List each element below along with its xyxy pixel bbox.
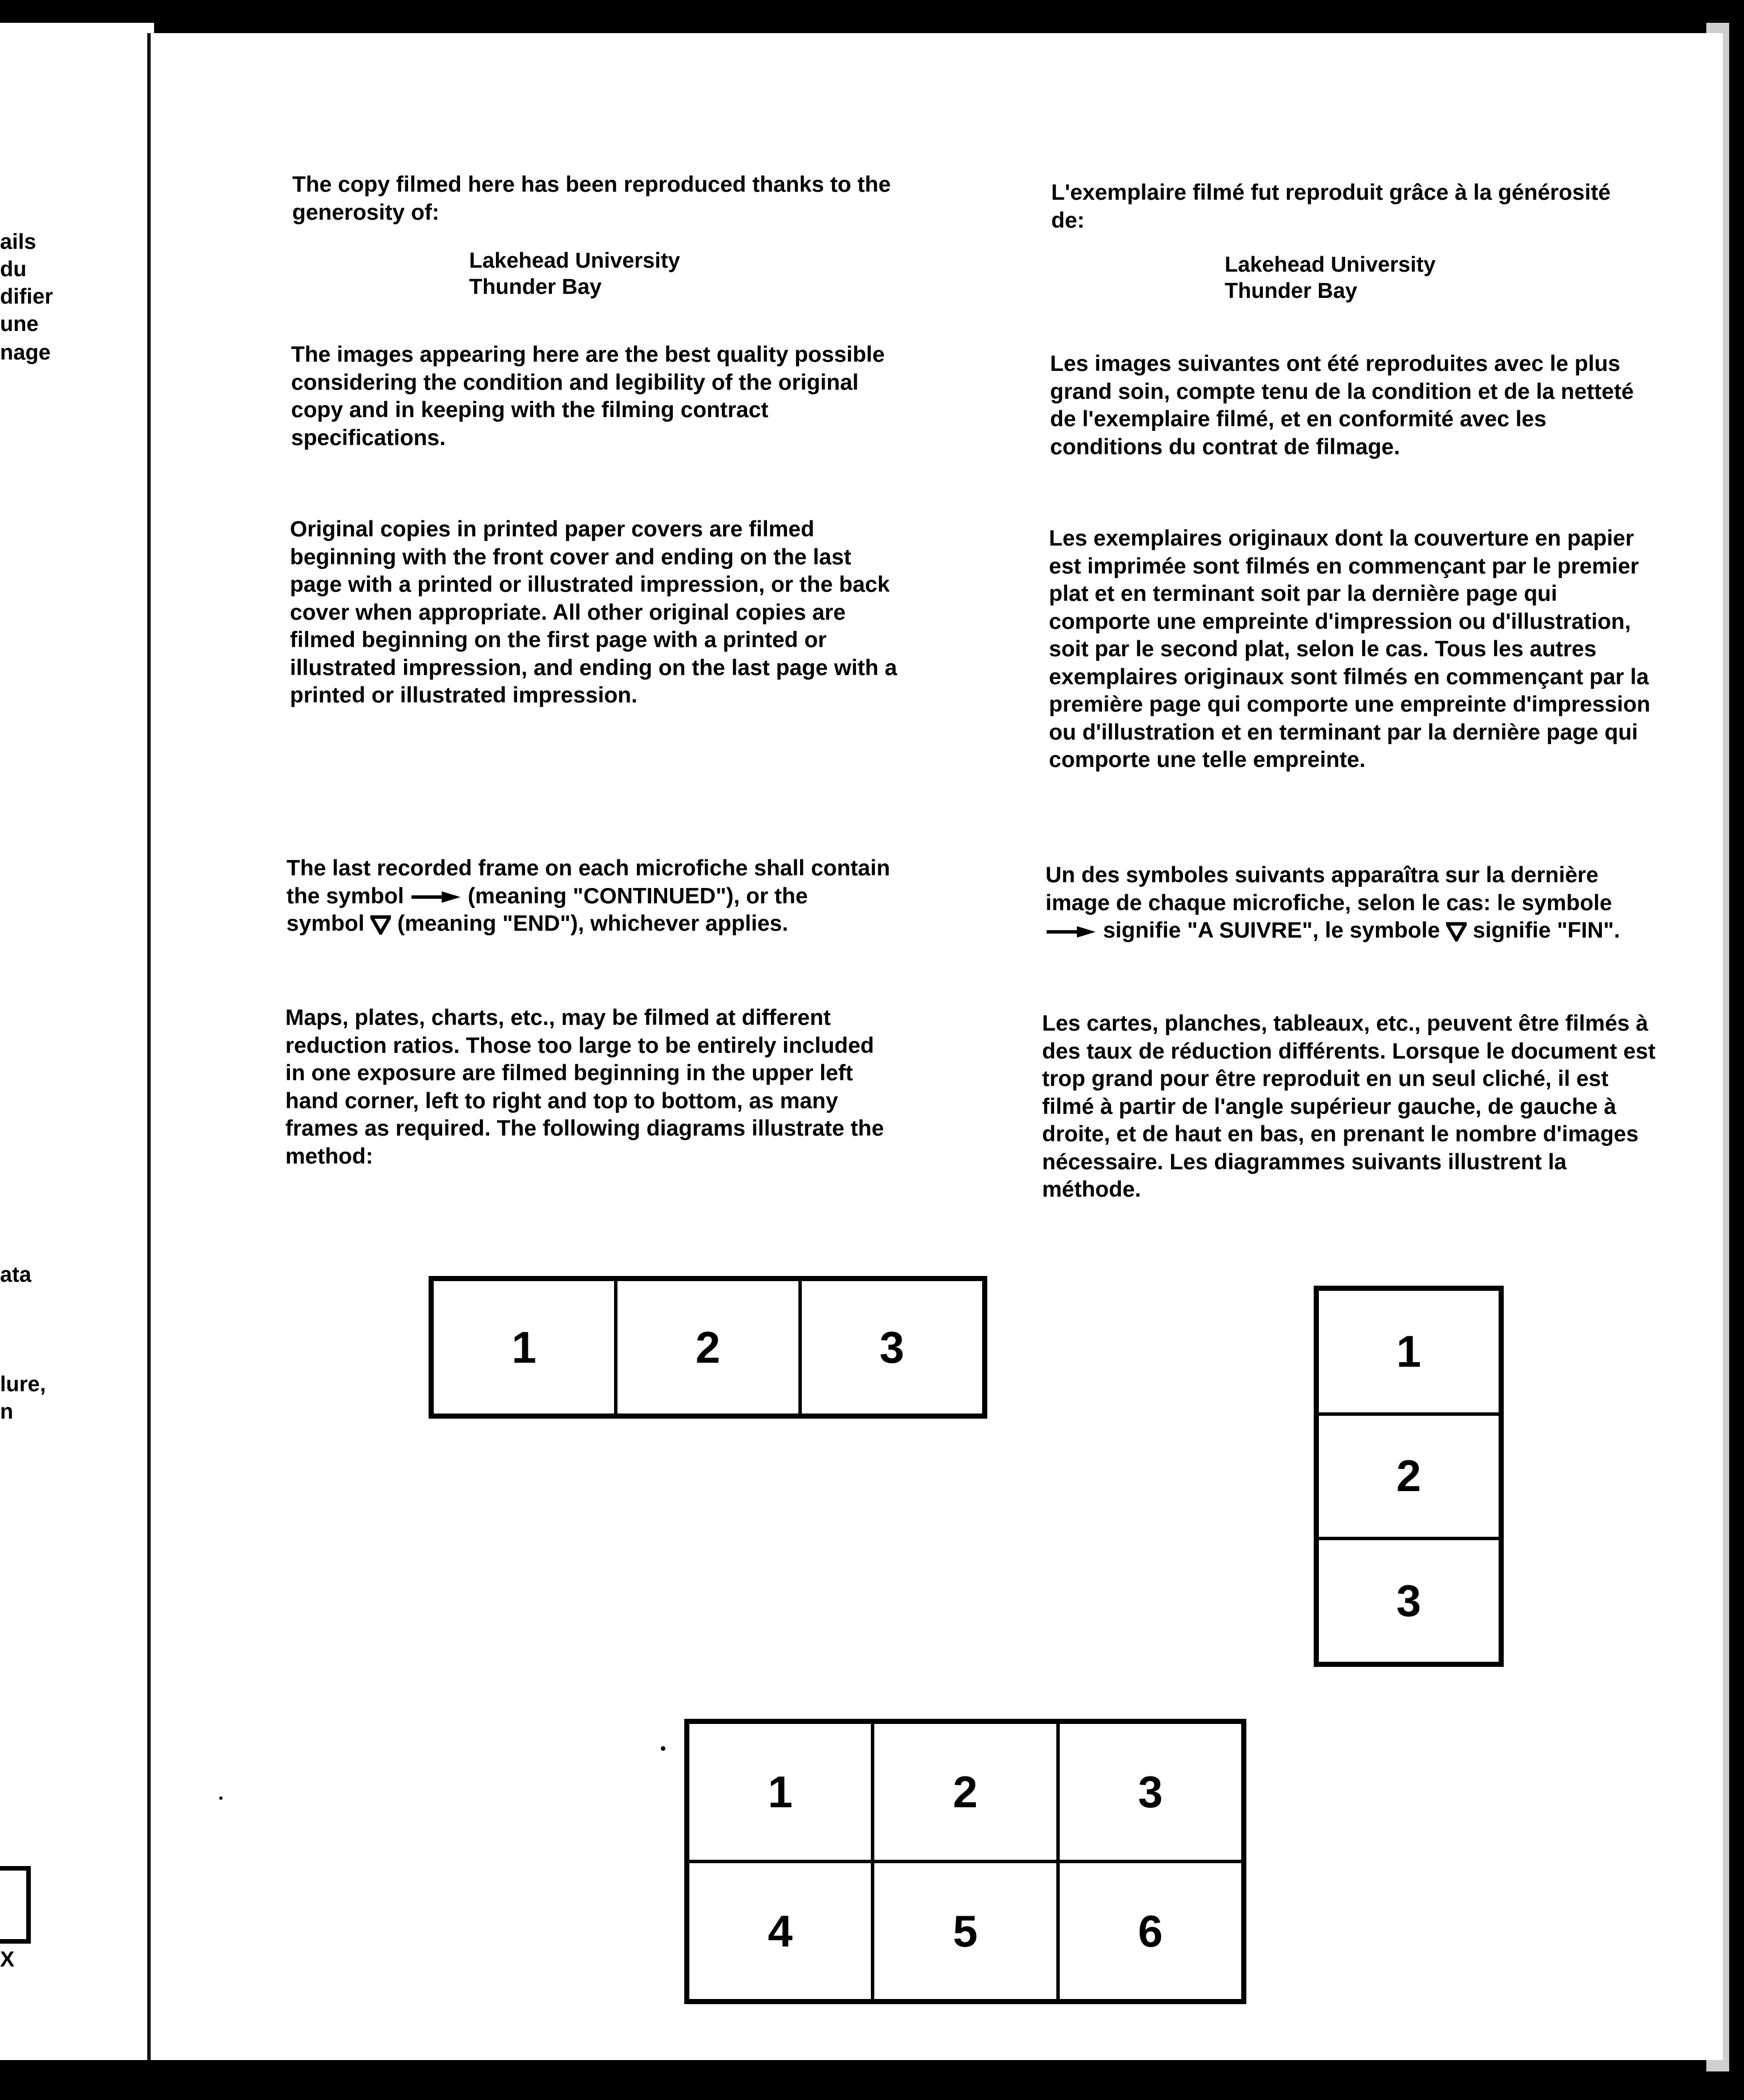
diagram-six-grid [684, 1719, 1246, 2004]
english-credit-intro [292, 171, 920, 227]
credit-institution: Lakehead University [1225, 253, 1436, 277]
credit-institution: Lakehead University [469, 249, 680, 273]
symbols-text-c: signifie "FIN". [1472, 918, 1620, 943]
scan-speck [661, 1746, 665, 1751]
frame-cell: 1 [1317, 1289, 1500, 1414]
symbols-text-b: (meaning "CONTINUED"), or the symbol [286, 883, 808, 936]
credit-intro-text: L'exemplaire filmé fut reproduit grâce à la générosité de: [1051, 180, 1611, 233]
triangle-down-icon [370, 915, 391, 935]
french-symbols-paragraph [1045, 862, 1645, 945]
maps-text: Maps, plates, charts, etc., may be filmed at different reduction ratios. Those too large to be entirely included in one exposure are filmed beginning in the upper left hand corner, left to right and top to bottom, as many frames as required. The following diagrams illustrate the method: [285, 1005, 884, 1169]
symbols-text [1045, 862, 1645, 945]
arrow-right-icon [1045, 924, 1097, 939]
fragment-line: n [0, 1400, 14, 1424]
english-maps-paragraph [285, 1004, 896, 1170]
fragment-line: ata [0, 1263, 31, 1287]
symbols-text-b: signifie "A SUIVRE", le symbole [1103, 918, 1440, 943]
frame-cell: 3 [1317, 1538, 1500, 1663]
credit-intro-text: The copy filmed here has been reproduced thanks to the generosity of: [292, 172, 891, 225]
credit-city: Thunder Bay [469, 275, 602, 299]
symbols-text-c: (meaning "END"), whichever applies. [397, 911, 789, 936]
english-originals-paragraph [290, 516, 906, 710]
fragment-line: ails [0, 230, 37, 254]
originals-text: Les exemplaires originaux dont la couverture en papier est imprimée sont filmés en commençant par le premier plat et en terminant soit par la dernière page qui comporte une empreinte d'impression ou d'illustration, soit par le second plat, selon le cas. Tous les autres exemplaires originaux sont filmés en commençant par la première page qui comporte une empreinte d'impression ou d'illustration et en terminant par la dernière page qui comporte une telle empreinte. [1049, 526, 1650, 772]
english-symbols-paragraph [286, 855, 891, 938]
diagram-three-horizontal [429, 1276, 987, 1419]
symbols-text [286, 855, 891, 938]
fragment-line: nage [0, 341, 51, 365]
quality-text: Les images suivantes ont été reproduites avec le plus grand soin, compte tenu de la condition et de la netteté de l'exemplaire filmé, et en conformité avec les conditions du contrat de filmage. [1050, 352, 1634, 459]
scan-speck [219, 1796, 223, 1800]
french-maps-paragraph [1042, 1010, 1656, 1204]
arrow-right-icon [410, 890, 462, 904]
frame-cell: 2 [1317, 1414, 1500, 1539]
credit-city: Thunder Bay [1225, 279, 1358, 303]
fragment-line: du [0, 257, 27, 281]
fragment-line: une [0, 312, 39, 336]
diagram-three-vertical [1314, 1286, 1504, 1667]
originals-text: Original copies in printed paper covers are filmed beginning with the front cover and ending on the last page with a printed or illustrated impression, or the back cover when appropriate. All other original copies are filmed beginning on the first page with a printed or illustrated impression, and ending on the last page with a printed or illustrated impression. [290, 517, 897, 708]
french-originals-paragraph [1049, 525, 1657, 774]
quality-text: The images appearing here are the best quality possible considering the condition and legibility of the original copy and in keeping with the filming contract specifications. [291, 342, 885, 450]
frame-cell: 3 [1058, 1722, 1243, 1861]
frame-cell: 3 [800, 1279, 984, 1415]
fragment-box [0, 1866, 31, 1944]
frame-cell: 2 [873, 1722, 1057, 1861]
maps-text: Les cartes, planches, tableaux, etc., peuvent être filmés à des taux de réduction différents. Lorsque le document est trop grand pour être reproduit en un seul cliché, il est filmé à partir de l'angle supérieur gauche, de gauche à droite, et de haut en bas, en prenant le nombre d'images nécessaire. Les diagrammes suivants illustrent la méthode. [1042, 1011, 1656, 1202]
frame-cell: 1 [432, 1279, 616, 1415]
french-credit-intro [1051, 179, 1622, 235]
frame-cell: 5 [873, 1861, 1057, 2001]
fragment-line: difier [0, 285, 53, 309]
triangle-down-icon [1446, 922, 1467, 942]
frame-cell: 4 [688, 1861, 873, 2001]
symbols-text-a: The last recorded frame on each microfiche shall contain the symbol [286, 856, 890, 908]
frame-cell: 1 [688, 1722, 873, 1861]
adjacent-page-fragment [0, 23, 154, 2060]
symbols-text-a: Un des symboles suivants apparaîtra sur la dernière image de chaque microfiche, selon le cas: le symbole [1045, 863, 1612, 915]
frame-cell: 6 [1058, 1861, 1243, 2001]
frame-cell: 2 [616, 1279, 800, 1415]
english-quality-paragraph [291, 341, 907, 452]
fragment-line: X [0, 1948, 15, 1972]
french-quality-paragraph [1050, 350, 1652, 461]
english-credit [469, 248, 680, 300]
fragment-line: lure, [0, 1372, 46, 1396]
french-credit [1225, 252, 1436, 304]
